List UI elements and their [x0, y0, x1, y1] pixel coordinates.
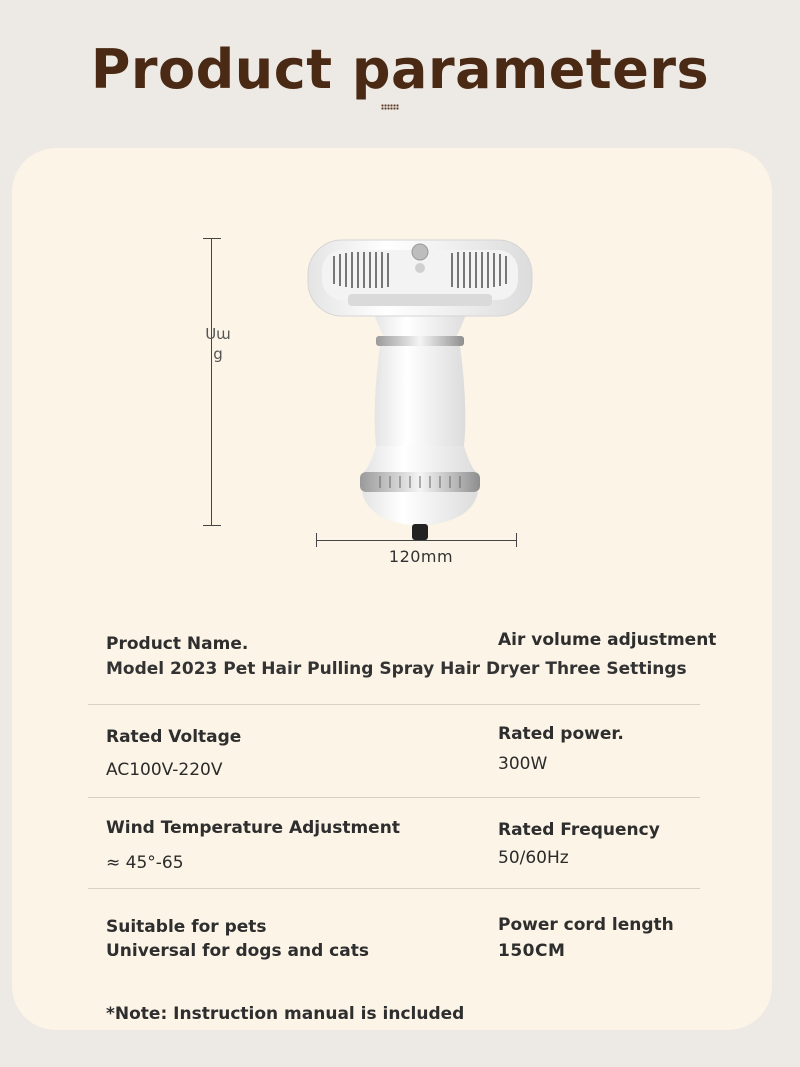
pet-hair-dryer-image: [300, 236, 540, 542]
rated-voltage-label: Rated Voltage: [106, 727, 242, 747]
height-dimension-cap-top: [203, 238, 221, 239]
width-dimension-cap-right: [516, 533, 517, 547]
width-dimension-label: 120mm: [388, 547, 454, 566]
height-label-line1: Սա: [205, 325, 231, 343]
product-name-value: Model 2023 Pet Hair Pulling Spray Hair Dryer Three Settings: [106, 659, 687, 679]
divider: [88, 704, 700, 705]
suitable-for-value: Universal for dogs and cats: [106, 941, 369, 961]
suitable-for-label: Suitable for pets: [106, 917, 267, 937]
divider: [88, 888, 700, 889]
manual-note: *Note: Instruction manual is included: [106, 1004, 465, 1024]
rated-frequency-label: Rated Frequency: [498, 820, 660, 840]
page-title: Product parameters: [90, 38, 710, 101]
height-label-line2: g: [213, 345, 223, 363]
divider: [88, 797, 700, 798]
power-cord-value: 150CM: [498, 941, 566, 961]
product-name-label: Product Name.: [106, 634, 249, 654]
rated-power-label: Rated power.: [498, 724, 624, 744]
wind-temperature-value: ≈ 45°-65: [106, 853, 184, 873]
height-dimension-cap-bottom: [203, 525, 221, 526]
rated-voltage-value: AC100V-220V: [106, 760, 223, 780]
wind-temperature-label: Wind Temperature Adjustment: [106, 818, 400, 838]
height-dimension-line: [211, 238, 212, 526]
rated-frequency-value: 50/60Hz: [498, 848, 569, 868]
rated-power-value: 300W: [498, 754, 548, 774]
width-dimension-cap-left: [316, 533, 317, 547]
width-dimension-line: [316, 540, 516, 541]
height-dimension-label: [196, 324, 240, 364]
air-volume-label: Air volume adjustment: [498, 630, 717, 650]
title-decoration: [381, 104, 399, 110]
power-cord-label: Power cord length: [498, 915, 674, 935]
